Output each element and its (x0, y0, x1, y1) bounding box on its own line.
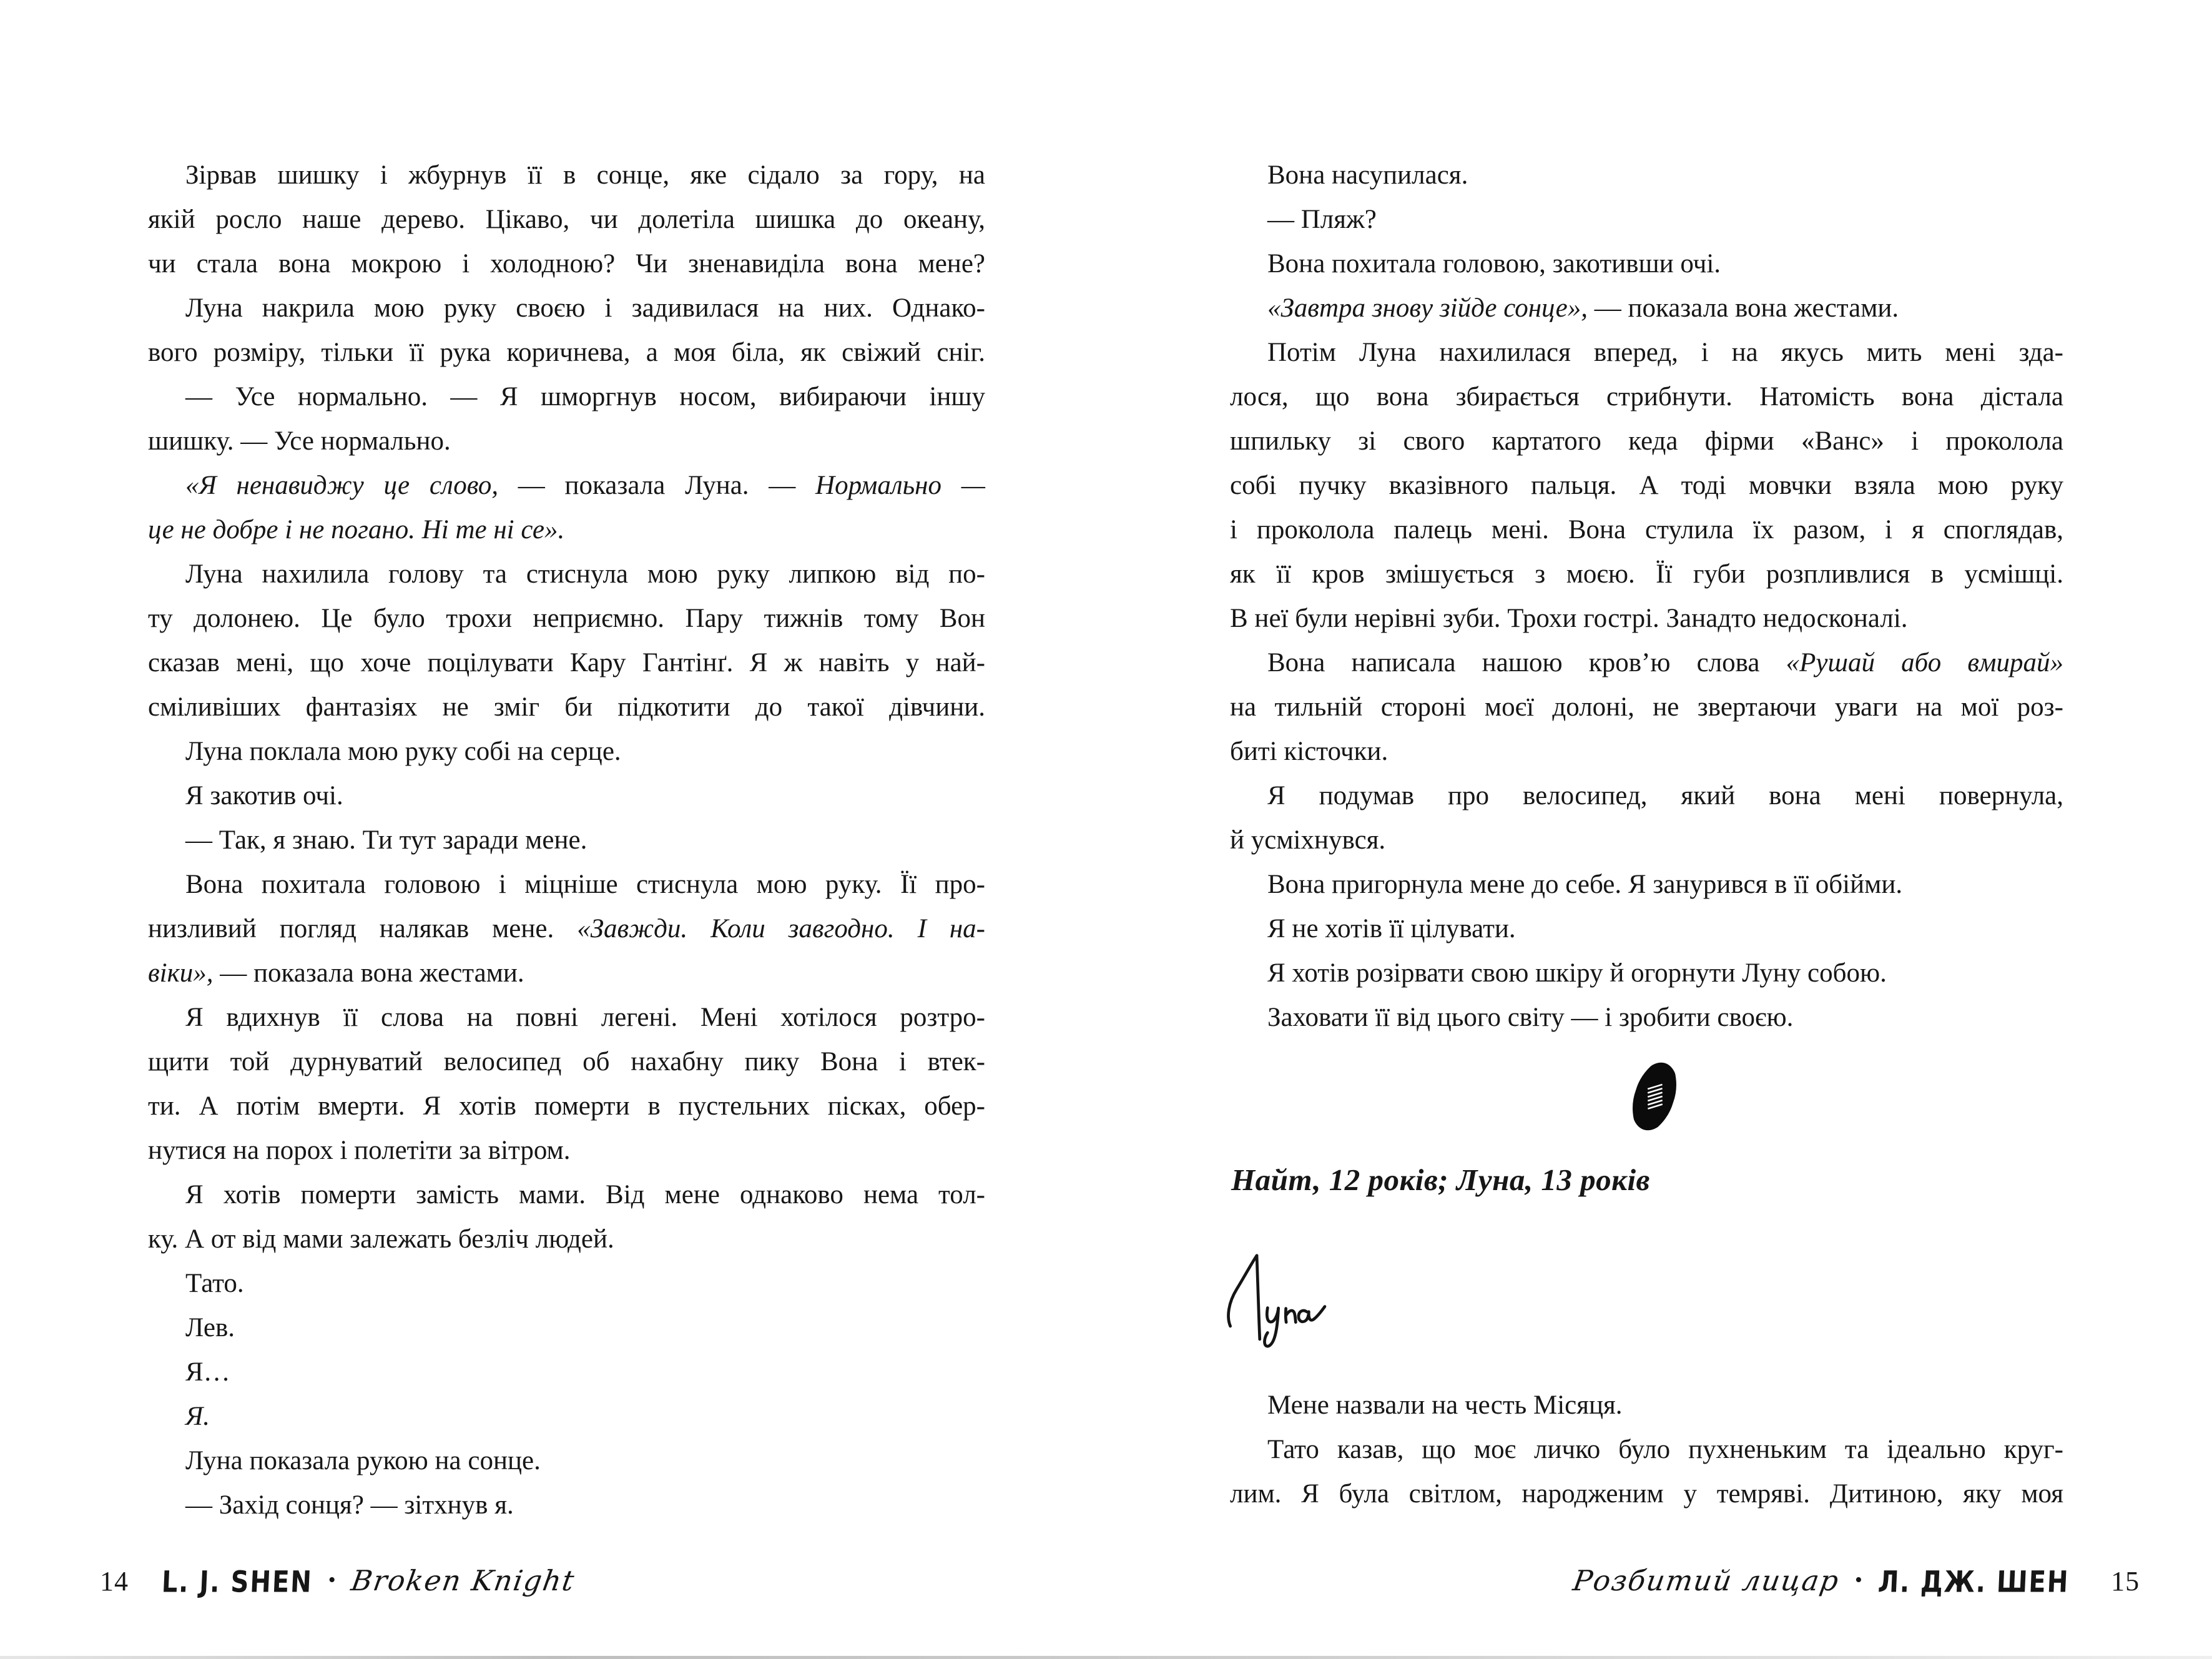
italic-text: Нормально — (815, 471, 985, 500)
text-line (1230, 197, 2063, 242)
text-line (1230, 286, 2063, 330)
text-line (148, 1128, 985, 1173)
text: Я вдихнув її слова на повні легені. Мені хотілося розтро- (185, 1003, 985, 1032)
text: Луна поклала мою руку собі на серце. (185, 737, 621, 766)
text-line (148, 197, 985, 242)
text: вого розміру, тільки її рука коричнева, а моя біла, як свіжий сніг. (148, 338, 985, 367)
text-line (148, 862, 985, 907)
text: Мене назвали на честь Місяця. (1267, 1391, 1623, 1420)
text: Вона пригорнула мене до себе. Я занурився в її обійми. (1267, 870, 1903, 899)
text: й усміхнувся. (1230, 825, 1386, 855)
text-line (148, 1217, 985, 1261)
italic-text: «Завжди. Коли завгодно. І на- (577, 914, 985, 943)
text: Вона похитала головою і міцніше стиснула мою руку. Її про- (185, 870, 985, 899)
italic-text: «Я ненавиджу це слово, (185, 471, 499, 500)
text-line (148, 1084, 985, 1128)
text-line (1230, 242, 2063, 286)
text-line (148, 1439, 985, 1483)
signature-icon (1222, 1244, 1332, 1355)
italic-text: віки», (148, 958, 214, 988)
text: Я… (185, 1357, 230, 1387)
left-page-text-column (148, 153, 985, 1527)
text: — показала Луна. — (498, 471, 816, 500)
text: В неї були нерівні зуби. Трохи гострі. Занадто недосконалі. (1230, 604, 1908, 633)
text-line (148, 1483, 985, 1527)
text: — Усе нормально. — Я шморгнув носом, вибираючи іншу (185, 382, 985, 411)
text: ту долонею. Це було трохи неприємно. Пару тижнів тому Вон (148, 604, 985, 633)
left-footer-book-title: Broken Knight (348, 1564, 578, 1597)
text: Заховати її від цього світу — і зробити своєю. (1267, 1003, 1794, 1032)
text: — показала вона жестами. (1587, 293, 1899, 323)
text: чи стала вона мокрою і холодною? Чи зненавиділа вона мене? (148, 249, 985, 278)
text: Я хотів розірвати свою шкіру й огорнути Луну собою. (1267, 958, 1887, 988)
right-footer-author: Л. ДЖ. ШЕН (1877, 1565, 2070, 1600)
text-line (148, 1306, 985, 1350)
text: шишку. — Усе нормально. (148, 426, 451, 456)
text: — Захід сонця? — зітхнув я. (185, 1490, 514, 1520)
text: сказав мені, що хоче поцілувати Кару Гантінґ. Я ж навіть у най- (148, 648, 985, 677)
text-line (148, 596, 985, 641)
text-line (1230, 951, 2063, 995)
italic-text: «Рушай або вмирай» (1786, 648, 2063, 677)
text: Зірвав шишку і жбурнув її в сонце, яке сідало за гору, на (185, 160, 985, 190)
text-line (148, 153, 985, 197)
text: Тато казав, що моє личко було пухненьким та ідеально круг- (1267, 1435, 2063, 1464)
text-line (1230, 419, 2063, 463)
right-footer-book-title: Розбитий лицар (1570, 1564, 1842, 1597)
right-page-text-column-bottom (1230, 1383, 2063, 1516)
text-line (1230, 685, 2063, 729)
text-line (1230, 907, 2063, 951)
text-line (1230, 153, 2063, 197)
text: Я хотів померти замість мами. Від мене однаково нема тол- (185, 1180, 985, 1209)
text-line (1230, 774, 2063, 818)
left-page-footer (100, 1560, 578, 1603)
text: низливий погляд налякав мене. (148, 914, 578, 943)
text: Вона насупилася. (1267, 160, 1468, 190)
italic-text: Я. (185, 1402, 210, 1431)
text-line (1230, 463, 2063, 508)
text: Я не хотів її цілувати. (1267, 914, 1516, 943)
text-line (148, 1394, 985, 1439)
text: на тильній стороні моєї долоні, не звертаючи уваги на мої роз- (1230, 692, 2063, 722)
text-line (148, 685, 985, 729)
right-page-footer (1570, 1560, 2140, 1603)
text: — Пляж? (1267, 205, 1377, 234)
left-footer-author: L. J. SHEN (160, 1565, 313, 1600)
text: — Так, я знаю. Ти тут заради мене. (185, 825, 587, 855)
text-line (1230, 552, 2063, 596)
text-line (148, 818, 985, 862)
text: Я закотив очі. (185, 781, 343, 810)
text: ти. А потім вмерти. Я хотів померти в пустельних пісках, обер- (148, 1091, 985, 1121)
text-line (1230, 596, 2063, 641)
text-line (148, 375, 985, 419)
text-line (1230, 995, 2063, 1040)
text-line (148, 1173, 985, 1217)
right-page-number: 15 (2111, 1566, 2140, 1597)
text: Вона похитала головою, закотивши очі. (1267, 249, 1721, 278)
footer-bullet-icon: • (328, 1568, 336, 1592)
text: Я подумав про велосипед, який вона мені повернула, (1267, 781, 2063, 810)
text-line (148, 1261, 985, 1306)
text: лим. Я була світлом, народженим у темряві. Дитиною, яку моя (1230, 1479, 2063, 1509)
right-page-text-column-top (1230, 153, 2063, 1040)
text-line (148, 330, 985, 375)
text-line (148, 419, 985, 463)
luna-signature (1222, 1244, 1332, 1355)
text-line (1230, 1383, 2063, 1427)
text: якій росло наше дерево. Цікаво, чи долетіла шишка до океану, (148, 205, 985, 234)
text-line (148, 1350, 985, 1394)
text: шпильку зі свого картатого кеда фірми «Ванс» і проколола (1230, 426, 2063, 456)
text: як її кров змішується з моєю. Її губи розпливлися в усмішці. (1230, 559, 2063, 589)
text-line (148, 951, 985, 995)
text-line (148, 508, 985, 552)
text: Луна нахилила голову та стиснула мою руку липкою від по- (185, 559, 985, 589)
text-line (1230, 729, 2063, 774)
text: щити той дурнуватий велосипед об нахабну пику Вона і втек- (148, 1047, 985, 1076)
text-line (148, 463, 985, 508)
text-line (148, 552, 985, 596)
text: Луна накрила мою руку своєю і задивилася на них. Однако- (185, 293, 985, 323)
text-line (1230, 862, 2063, 907)
text-line (148, 729, 985, 774)
section-divider (1622, 1055, 1687, 1138)
text-line (148, 774, 985, 818)
text-line (1230, 508, 2063, 552)
text-line (1230, 641, 2063, 685)
text: ку. А от від мами залежать безліч людей. (148, 1224, 614, 1254)
text-line (1230, 1472, 2063, 1516)
text: і проколола палець мені. Вона стулила їх разом, і я споглядав, (1230, 515, 2063, 544)
text: Луна показала рукою на сонце. (185, 1446, 541, 1475)
text: лося, що вона збирається стрибнути. Натомість вона дістала (1230, 382, 2063, 411)
italic-text: «Завтра знову зійде сонце», (1267, 293, 1588, 323)
text: собі пучку вказівного пальця. А тоді мовчки взяла мою руку (1230, 471, 2063, 500)
left-page-number: 14 (100, 1566, 129, 1597)
footer-bullet-icon: • (1854, 1568, 1862, 1592)
scan-bottom-edge (0, 1656, 2212, 1659)
football-icon (1622, 1055, 1687, 1138)
text-line (1230, 1427, 2063, 1472)
text-line (148, 1040, 985, 1084)
text: Потім Луна нахилилася вперед, і на якусь мить мені зда- (1267, 338, 2063, 367)
text: Лев. (185, 1313, 235, 1342)
text-line (148, 641, 985, 685)
text-line (148, 286, 985, 330)
text: нутися на порох і полетіти за вітром. (148, 1136, 571, 1165)
text: — показала вона жестами. (213, 958, 524, 988)
chapter-heading: Найт, 12 років; Луна, 13 років (1231, 1163, 1650, 1197)
text-line (1230, 330, 2063, 375)
text-line (148, 242, 985, 286)
text-line (148, 995, 985, 1040)
text-line (1230, 818, 2063, 862)
text: Вона написала нашою кров’ю слова (1267, 648, 1786, 677)
italic-text: це не добре і не погано. Ні те ні се». (148, 515, 565, 544)
text-line (148, 907, 985, 951)
text-line (1230, 375, 2063, 419)
text: Тато. (185, 1269, 244, 1298)
text: биті кісточки. (1230, 737, 1389, 766)
text: сміливіших фантазіях не зміг би підкотити до такої дівчини. (148, 692, 985, 722)
